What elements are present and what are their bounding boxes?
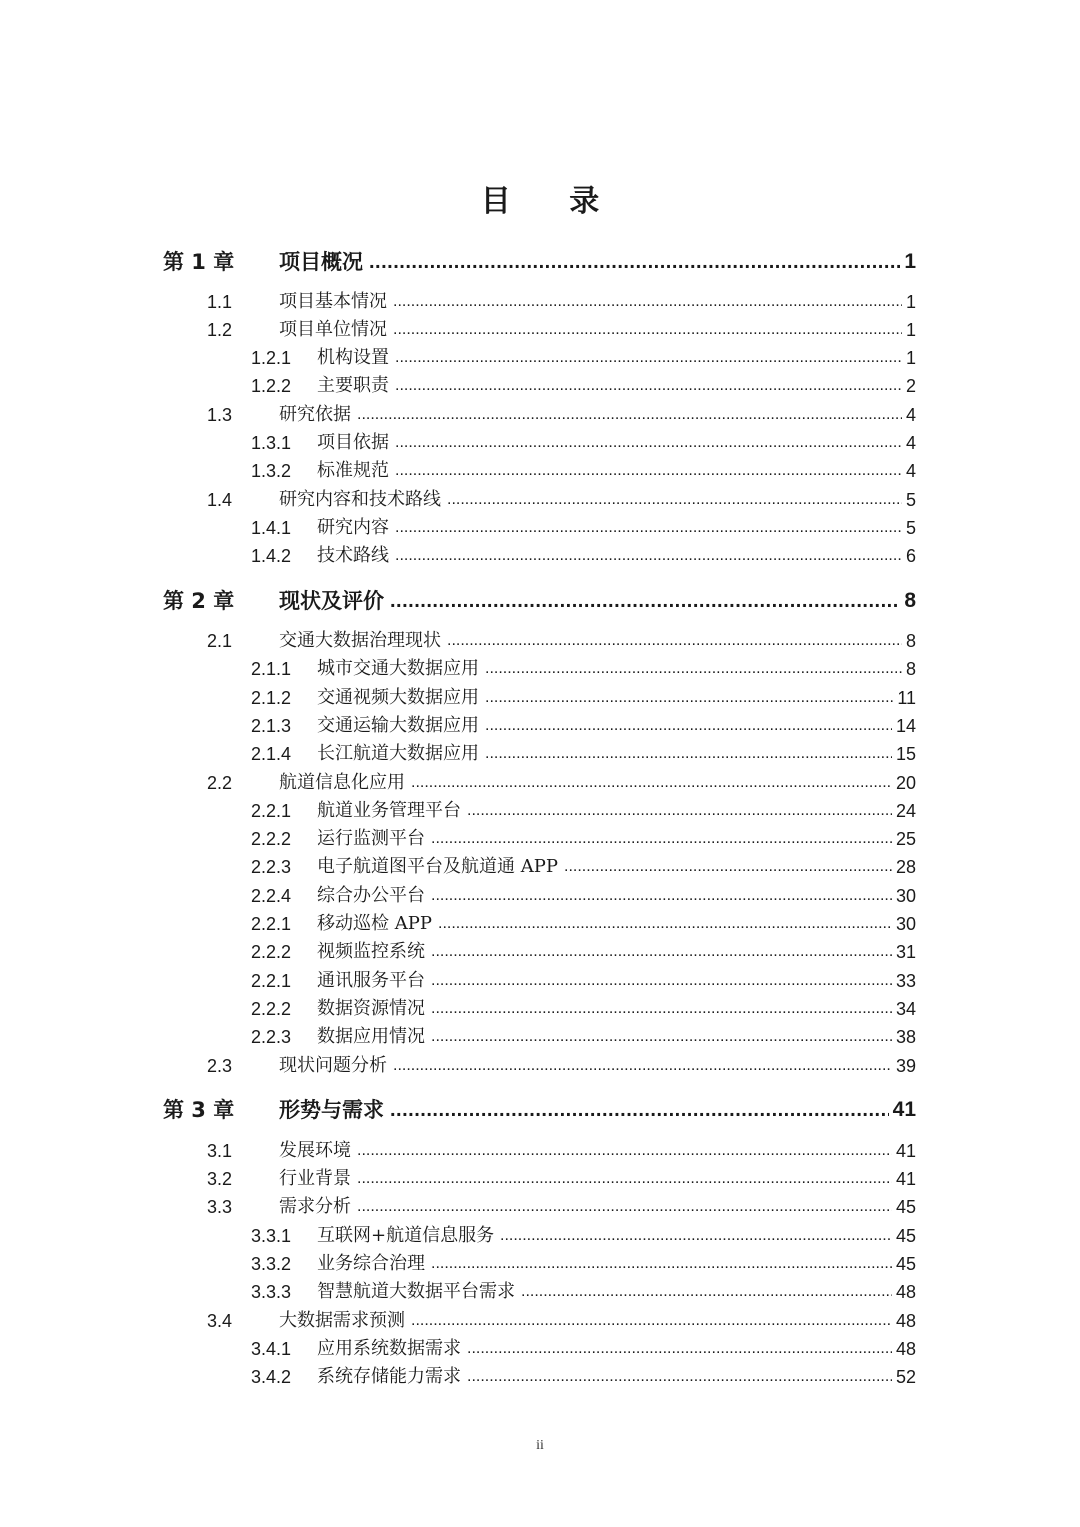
toc-entry-number: 3.3.3 <box>251 1282 292 1302</box>
toc-entry-title: 研究内容 <box>317 517 389 538</box>
toc-entry-level-3[interactable] <box>0 910 1080 938</box>
toc-dot-leader <box>431 1250 892 1278</box>
toc-dot-leader <box>395 372 902 400</box>
toc-entry-page: 20 <box>895 773 916 793</box>
toc-entry-page: 4 <box>905 461 916 481</box>
toc-entry-page: 8 <box>905 659 916 679</box>
toc-dot-leader <box>467 1363 892 1391</box>
toc-entry-number: 2.1 <box>207 631 233 651</box>
toc-entry-page: 24 <box>895 801 916 821</box>
toc-dot-leader <box>467 797 892 825</box>
toc-dot-leader <box>395 514 902 542</box>
toc-entry-page: 41 <box>895 1141 916 1161</box>
toc-entry-title: 研究内容和技术路线 <box>279 489 441 510</box>
toc-entry-level-3[interactable] <box>0 797 1080 825</box>
toc-entry-level-2[interactable] <box>0 1137 1080 1165</box>
toc-dot-leader <box>357 1193 892 1221</box>
toc-entry-number: 第 2 章 <box>163 589 235 613</box>
toc-entry-level-3[interactable] <box>0 457 1080 485</box>
toc-dot-leader <box>521 1278 892 1306</box>
toc-dot-leader <box>431 882 892 910</box>
toc-entry-level-3[interactable] <box>0 853 1080 881</box>
toc-entry-title: 数据资源情况 <box>317 998 425 1019</box>
page-number: ii <box>536 1438 544 1453</box>
toc-entry-number: 3.4 <box>207 1311 233 1331</box>
toc-entry-number: 2.2.1 <box>251 971 292 991</box>
toc-entry-page: 5 <box>905 518 916 538</box>
toc-entry-title: 数据应用情况 <box>317 1026 425 1047</box>
toc-dot-leader <box>369 245 900 279</box>
toc-entry-page: 30 <box>895 886 916 906</box>
toc-entry-title: 应用系统数据需求 <box>317 1338 461 1359</box>
toc-entry-level-3[interactable] <box>0 740 1080 768</box>
toc-entry-title: 标准规范 <box>317 460 389 481</box>
toc-entry-page: 41 <box>892 1098 916 1121</box>
toc-entry-level-3[interactable] <box>0 372 1080 400</box>
toc-entry-number: 3.3.1 <box>251 1226 292 1246</box>
toc-entry-level-2[interactable] <box>0 401 1080 429</box>
toc-dot-leader <box>500 1222 892 1250</box>
toc-entry-page: 1 <box>905 292 916 312</box>
toc-entry-level-1[interactable] <box>0 245 1080 279</box>
toc-entry-title: 长江航道大数据应用 <box>317 743 479 764</box>
toc-entry-page: 31 <box>895 942 916 962</box>
toc-entry-number: 3.1 <box>207 1141 233 1161</box>
toc-entry-level-3[interactable] <box>0 1335 1080 1363</box>
toc-entry-number: 2.2.2 <box>251 829 292 849</box>
toc-entry-page: 30 <box>895 914 916 934</box>
toc-entry-number: 3.2 <box>207 1169 233 1189</box>
toc-entry-title: 交通运输大数据应用 <box>317 715 479 736</box>
toc-entry-title: 发展环境 <box>279 1140 351 1161</box>
toc-entry-page: 1 <box>904 250 916 273</box>
toc-dot-leader <box>431 967 892 995</box>
toc-entry-number: 2.1.1 <box>251 659 292 679</box>
toc-title: 目 录 <box>480 184 624 219</box>
toc-entry-number: 2.2 <box>207 773 233 793</box>
toc-entry-page: 45 <box>895 1197 916 1217</box>
toc-dot-leader <box>395 457 902 485</box>
toc-entry-title: 城市交通大数据应用 <box>317 658 479 679</box>
toc-dot-leader <box>393 316 902 344</box>
toc-entry-page: 4 <box>905 433 916 453</box>
toc-entry-number: 2.2.3 <box>251 857 292 877</box>
toc-entry-title: 现状问题分析 <box>279 1055 387 1076</box>
toc-entry-page: 11 <box>897 688 916 708</box>
toc-entry-level-3[interactable] <box>0 825 1080 853</box>
toc-entry-number: 2.2.2 <box>251 999 292 1019</box>
toc-entry-level-3[interactable] <box>0 1250 1080 1278</box>
toc-entry-page: 52 <box>895 1367 916 1387</box>
toc-dot-leader <box>395 429 902 457</box>
toc-dot-leader <box>393 1052 892 1080</box>
toc-entry-title: 电子航道图平台及航道通 APP <box>317 856 558 877</box>
toc-entry-title: 运行监测平台 <box>317 828 425 849</box>
toc-entry-page: 14 <box>895 716 916 736</box>
toc-dot-leader <box>447 627 902 655</box>
toc-entry-page: 8 <box>905 631 916 651</box>
toc-dot-leader <box>564 853 892 881</box>
toc-entry-number: 1.3.1 <box>251 433 292 453</box>
toc-entry-level-2[interactable] <box>0 288 1080 316</box>
toc-entry-page: 4 <box>905 405 916 425</box>
toc-entry-title: 智慧航道大数据平台需求 <box>317 1281 515 1302</box>
toc-entry-level-3[interactable] <box>0 712 1080 740</box>
toc-entry-number: 1.3.2 <box>251 461 292 481</box>
toc-entry-level-2[interactable] <box>0 1052 1080 1080</box>
toc-dot-leader <box>393 288 902 316</box>
toc-entry-number: 1.4 <box>207 490 233 510</box>
toc-dot-leader <box>357 1137 892 1165</box>
toc-dot-leader <box>438 910 892 938</box>
toc-entry-number: 1.1 <box>207 292 233 312</box>
toc-entry-title: 项目依据 <box>317 432 389 453</box>
toc-entry-page: 34 <box>895 999 916 1019</box>
toc-entry-number: 2.1.2 <box>251 688 292 708</box>
toc-entry-level-3[interactable] <box>0 1222 1080 1250</box>
toc-entry-level-2[interactable] <box>0 1165 1080 1193</box>
toc-entry-title: 需求分析 <box>279 1196 351 1217</box>
toc-entry-level-2[interactable] <box>0 769 1080 797</box>
toc-entry-level-3[interactable] <box>0 967 1080 995</box>
toc-entry-level-3[interactable] <box>0 1278 1080 1306</box>
toc-entry-title: 航道信息化应用 <box>279 772 405 793</box>
toc-entry-title: 机构设置 <box>317 347 389 368</box>
toc-entry-page: 25 <box>895 829 916 849</box>
toc-entry-number: 第 1 章 <box>163 250 235 274</box>
toc-entry-title: 交通视频大数据应用 <box>317 687 479 708</box>
toc-dot-leader <box>357 401 902 429</box>
toc-entry-title: 互联网+航道信息服务 <box>317 1225 495 1246</box>
toc-entry-page: 45 <box>895 1226 916 1246</box>
toc-dot-leader <box>431 995 892 1023</box>
toc-entry-number: 2.2.3 <box>251 1027 292 1047</box>
toc-entry-title: 通讯服务平台 <box>317 970 425 991</box>
toc-entry-number: 1.4.1 <box>251 518 292 538</box>
toc-entry-level-3[interactable] <box>0 684 1080 712</box>
toc-entry-title: 行业背景 <box>279 1168 351 1189</box>
toc-entry-number: 3.3.2 <box>251 1254 292 1274</box>
toc-entry-page: 45 <box>895 1254 916 1274</box>
toc-entry-number: 3.4.1 <box>251 1339 292 1359</box>
toc-entry-page: 2 <box>905 376 916 396</box>
toc-entry-level-2[interactable] <box>0 486 1080 514</box>
toc-dot-leader <box>485 684 893 712</box>
toc-entry-number: 3.4.2 <box>251 1367 292 1387</box>
toc-dot-leader <box>485 655 902 683</box>
toc-entry-number: 1.3 <box>207 405 233 425</box>
toc-entry-title: 移动巡检 APP <box>317 913 432 934</box>
toc-entry-title: 研究依据 <box>279 404 351 425</box>
toc-entry-page: 15 <box>895 744 916 764</box>
toc-entry-title: 视频监控系统 <box>317 941 425 962</box>
toc-entry-level-3[interactable] <box>0 542 1080 570</box>
toc-entry-level-3[interactable] <box>0 514 1080 542</box>
toc-dot-leader <box>357 1165 892 1193</box>
toc-dot-leader <box>395 542 902 570</box>
toc-entry-title: 形势与需求 <box>279 1098 384 1122</box>
toc-entry-number: 1.2.1 <box>251 348 292 368</box>
toc-entry-title: 项目基本情况 <box>279 291 387 312</box>
toc-entry-number: 3.3 <box>207 1197 233 1217</box>
toc-entry-level-3[interactable] <box>0 882 1080 910</box>
toc-entry-number: 2.2.4 <box>251 886 292 906</box>
toc-entry-title: 大数据需求预测 <box>279 1310 405 1331</box>
toc-entry-page: 1 <box>905 320 916 340</box>
toc-entry-number: 2.2.1 <box>251 914 292 934</box>
toc-entry-level-3[interactable] <box>0 429 1080 457</box>
toc-entry-number: 2.2.1 <box>251 801 292 821</box>
toc-entry-page: 41 <box>895 1169 916 1189</box>
toc-entry-number: 2.1.3 <box>251 716 292 736</box>
toc-entry-title: 航道业务管理平台 <box>317 800 461 821</box>
toc-entry-level-3[interactable] <box>0 655 1080 683</box>
toc-entry-number: 2.1.4 <box>251 744 292 764</box>
toc-entry-title: 项目单位情况 <box>279 319 387 340</box>
toc-entry-level-2[interactable] <box>0 627 1080 655</box>
toc-entry-level-3[interactable] <box>0 1363 1080 1391</box>
toc-entry-page: 6 <box>905 546 916 566</box>
toc-entry-level-2[interactable] <box>0 1307 1080 1335</box>
toc-dot-leader <box>431 1023 892 1051</box>
toc-entry-page: 48 <box>895 1311 916 1331</box>
toc-entry-page: 48 <box>895 1339 916 1359</box>
toc-entry-title: 现状及评价 <box>279 589 384 613</box>
toc-entry-page: 8 <box>904 589 916 612</box>
toc-entry-page: 33 <box>895 971 916 991</box>
toc-entry-title: 项目概况 <box>279 250 363 274</box>
toc-entry-number: 1.2.2 <box>251 376 292 396</box>
toc-entry-level-2[interactable] <box>0 1193 1080 1221</box>
toc-entry-page: 5 <box>905 490 916 510</box>
toc-entry-level-3[interactable] <box>0 1023 1080 1051</box>
toc-entry-page: 48 <box>895 1282 916 1302</box>
toc-entry-level-3[interactable] <box>0 344 1080 372</box>
toc-entry-title: 技术路线 <box>317 545 389 566</box>
toc-dot-leader <box>485 712 892 740</box>
toc-dot-leader <box>390 1093 889 1127</box>
toc-entry-level-3[interactable] <box>0 938 1080 966</box>
toc-entry-page: 39 <box>895 1056 916 1076</box>
toc-entry-level-3[interactable] <box>0 995 1080 1023</box>
toc-dot-leader <box>431 938 892 966</box>
toc-entry-level-1[interactable] <box>0 1093 1080 1127</box>
toc-dot-leader <box>485 740 892 768</box>
toc-entry-number: 第 3 章 <box>163 1098 235 1122</box>
toc-entry-title: 综合办公平台 <box>317 885 425 906</box>
toc-dot-leader <box>390 584 900 618</box>
toc-entry-page: 1 <box>905 348 916 368</box>
toc-entry-level-2[interactable] <box>0 316 1080 344</box>
toc-entry-number: 1.4.2 <box>251 546 292 566</box>
toc-dot-leader <box>411 1307 892 1335</box>
toc-dot-leader <box>447 486 902 514</box>
toc-entry-number: 2.2.2 <box>251 942 292 962</box>
toc-entry-title: 交通大数据治理现状 <box>279 630 441 651</box>
toc-entry-title: 业务综合治理 <box>317 1253 425 1274</box>
toc-entry-title: 主要职责 <box>317 375 389 396</box>
toc-entry-title: 系统存储能力需求 <box>317 1366 461 1387</box>
toc-dot-leader <box>431 825 892 853</box>
toc-entry-level-1[interactable] <box>0 584 1080 618</box>
toc-entry-page: 38 <box>895 1027 916 1047</box>
toc-dot-leader <box>411 769 892 797</box>
toc-entry-number: 1.2 <box>207 320 233 340</box>
toc-entry-page: 28 <box>895 857 916 877</box>
toc-dot-leader <box>395 344 902 372</box>
toc-entry-number: 2.3 <box>207 1056 233 1076</box>
toc-dot-leader <box>467 1335 892 1363</box>
